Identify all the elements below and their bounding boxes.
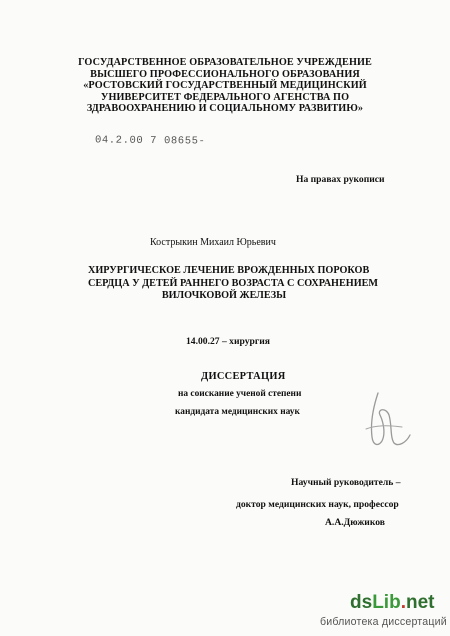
author-name: Кострыкин Михаил Юрьевич — [150, 237, 276, 248]
logo-lib: Lib — [372, 592, 401, 613]
archive-stamp-number: 04.2.00 7 08655- — [94, 134, 206, 148]
institution-line: ГОСУДАРСТВЕННОЕ ОБРАЗОВАТЕЛЬНОЕ УЧРЕЖДЕНИЕ — [78, 57, 372, 68]
title-line: ВИЛОЧКОВОЙ ЖЕЛЕЗЫ — [161, 290, 287, 302]
handwritten-signature — [356, 385, 416, 455]
institution-header — [70, 57, 380, 115]
supervisor-name: А.А.Дюжиков — [325, 517, 385, 528]
logo-dot: . — [400, 592, 406, 613]
watermark-caption: библиотека диссертаций — [320, 616, 447, 628]
institution-line: «РОСТОВСКИЙ ГОСУДАРСТВЕННЫЙ МЕДИЦИНСКИЙ — [83, 80, 367, 92]
dslib-logo[interactable] — [350, 592, 434, 614]
rights-note: На правах рукописи — [296, 174, 385, 185]
dissertation-label: ДИССЕРТАЦИЯ — [201, 371, 286, 382]
logo-net: net — [405, 592, 435, 613]
specialty-code: 14.00.27 – хирургия — [186, 336, 270, 347]
title-line: ХИРУРГИЧЕСКОЕ ЛЕЧЕНИЕ ВРОЖДЕННЫХ ПОРОКОВ — [88, 265, 370, 276]
dissertation-title — [88, 265, 379, 303]
institution-line: ЗДРАВООХРАНЕНИЮ И СОЦИАЛЬНОМУ РАЗВИТИЮ» — [86, 103, 364, 115]
dslib-watermark[interactable] — [318, 592, 448, 632]
title-line: СЕРДЦА У ДЕТЕЙ РАННЕГО ВОЗРАСТА С СОХРАНЕНИЕМ — [88, 277, 379, 289]
institution-line: ВЫСШЕГО ПРОФЕССИОНАЛЬНОГО ОБРАЗОВАНИЯ — [90, 68, 360, 80]
supervisor-role: Научный руководитель – — [291, 477, 401, 488]
institution-line: УНИВЕРСИТЕТ ФЕДЕРАЛЬНОГО АГЕНСТВА ПО — [100, 91, 350, 103]
degree-line-1: на соискание ученой степени — [178, 389, 302, 399]
supervisor-credentials: доктор медицинских наук, профессор — [236, 499, 399, 510]
degree-line-2: кандидата медицинских наук — [175, 407, 300, 417]
logo-ds: ds — [350, 592, 373, 613]
